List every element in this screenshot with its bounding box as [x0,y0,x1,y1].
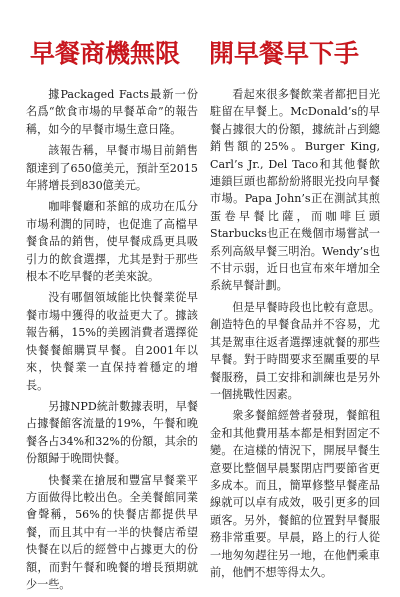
paragraph: 咖啡餐廳和茶館的成功在瓜分市場利潤的同時，也促進了高檔早餐食品的銷售，使早餐成爲更具吸引力的飲食選擇，尤其是對于那些根本不吃早餐的老美來說。 [26,200,198,284]
paragraph: 衆多餐館經營者發現，餐館租金和其他費用基本都是相對固定不變。在這樣的情況下，開展早餐生意要比整個早晨緊閉店門要節省更多成本。而且，簡單修整早餐產品線就可以卓有成效，吸引更多的回頭客。另外，餐館的位置對早餐服務非常重要。早晨，路上的行人從一地匆匆趕往另一地，在他們乘車前，他們不想等得太久。 [210,409,380,579]
paragraph: 快餐業在搶展和豐富早餐業平方面做得比較出色。全美餐館同業會聲稱，56%的快餐店都提供早餐，而且其中有一半的快餐店希望快餐在以后的經營中占據更大的份額，而對午餐和晚餐的增長預期就少一些。 [26,473,198,591]
paragraph: 看起來很多餐飲業者都把目光駐留在早餐上。McDonald’s的早餐占據很大的份額，據統計占到總銷售額的25%。Burger King, Carl’s Jr., Del Taco和其他餐飲連鎖巨頭也都紛紛將眼光投向早餐市場。Papa John’s正在測試其煎蛋卷早餐比薩，而咖啡巨頭Starbucks也正在幾個市場嘗試一系列高級早餐三明治。Wendy’s也不甘示弱，近日也宣布來年增加全系統早餐計劃。 [210,88,380,293]
paragraph: 但是早餐時段也比較有意思。創造特色的早餐食品并不容易，尤其是駕車往返者選擇速就餐的那些早餐。對于時間要求至關重要的早餐服務，員工安排和訓練也是另外一個挑戰性因素。 [210,300,380,401]
headline [0,36,400,72]
headline-left: 早餐商機無限 [30,39,181,68]
article-column-right [210,86,380,585]
paragraph: 另據NPD統計數據表明，早餐占據餐館客流量的19%，午餐和晚餐各占34%和32%的份額，其余的份額歸于晚間快餐。 [26,399,198,466]
paragraph: 没有哪個領域能比快餐業從早餐市場中獲得的收益更大了。據該報告稱，15%的美國消費者選擇從快餐餐館購買早餐。自2001年以來，快餐業一直保持着穩定的增長。 [26,291,198,392]
paragraph: 據Packaged Facts最新一份名爲“飲食市場的早餐革命”的報告稱，如今的早餐市場生意日隆。 [26,88,198,136]
paragraph: 該報告稱，早餐市場目前銷售額達到了650億美元，預計至2015年將增長到830億美元。 [26,144,198,193]
headline-right: 開早餐早下手 [209,39,360,68]
article-column-left [26,86,198,597]
